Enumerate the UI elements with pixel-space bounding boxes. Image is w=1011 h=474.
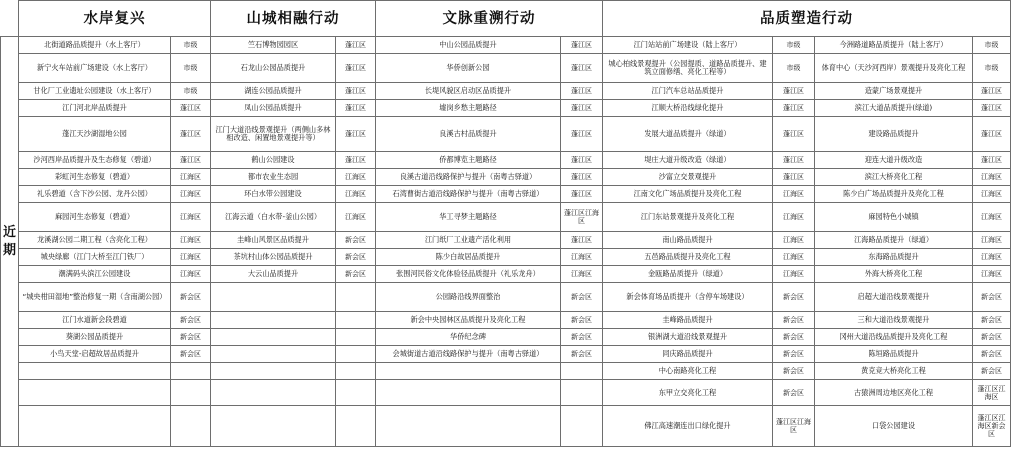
district-cell: 江海区 [336, 169, 376, 186]
project-cell: 沙河西岸品质提升及生态修复（碧道） [19, 152, 171, 169]
district-cell: 蓬江区 [561, 83, 603, 100]
project-cell: 江门东站景观提升及亮化工程 [603, 203, 773, 232]
district-cell [336, 283, 376, 312]
district-cell [561, 363, 603, 380]
district-cell [336, 346, 376, 363]
project-cell: 江门站站前广场建设（陆上客厅） [603, 37, 773, 54]
project-cell [19, 363, 171, 380]
header-quality-shaping-action: 品质塑造行动 [603, 1, 1011, 37]
district-cell: 蓬江区 [973, 152, 1011, 169]
table-row [1, 54, 1011, 83]
project-cell: 龙溪湖公园二期工程（含亮化工程） [19, 232, 171, 249]
project-cell: 麻园河生态修复（碧道） [19, 203, 171, 232]
district-cell: 江海区 [561, 266, 603, 283]
district-cell [336, 363, 376, 380]
project-cell [211, 363, 336, 380]
district-cell: 市级 [773, 54, 815, 83]
district-cell: 蓬江区 [561, 54, 603, 83]
table-row [1, 406, 1011, 447]
project-cell: 江门水道新会段碧道 [19, 312, 171, 329]
project-cell: 新会体育场品质提升（含停车场建设） [603, 283, 773, 312]
project-cell: 城心柏线景观提升（公园提质、道路品质提升、建筑立面修缮、亮化工程等） [603, 54, 773, 83]
project-cell: 江门大道沿线景观提升（两侧山多林相改造、闲置地景观提升等） [211, 117, 336, 152]
district-cell: 蓬江区 [561, 37, 603, 54]
table-row [1, 346, 1011, 363]
district-cell: 新会区 [171, 283, 211, 312]
district-cell: 蓬江区 [561, 232, 603, 249]
project-cell: 竺石博物园园区 [211, 37, 336, 54]
district-cell: 蓬江区 [561, 169, 603, 186]
district-cell: 市级 [171, 83, 211, 100]
table-row [1, 100, 1011, 117]
district-cell: 江海区 [973, 203, 1011, 232]
project-cell: 江海路品质提升（绿道） [815, 232, 973, 249]
period-label: 近 期 [1, 37, 19, 447]
project-cell: 陈少白广场品质提升及亮化工程 [815, 186, 973, 203]
district-cell: 蓬江区 [973, 100, 1011, 117]
district-cell: 新会区 [561, 283, 603, 312]
project-cell: 新宁火车站前广场建设（水上客厅） [19, 54, 171, 83]
district-cell: 蓬江区 [336, 37, 376, 54]
project-cell: 江顺大桥沿线绿化提升 [603, 100, 773, 117]
district-cell: 新会区 [773, 363, 815, 380]
project-cell [19, 380, 171, 406]
district-cell: 江海区 [973, 266, 1011, 283]
district-cell: 新会区 [973, 283, 1011, 312]
project-cell: 小鸟天堂-启超故居品质提升 [19, 346, 171, 363]
district-cell: 江海区 [973, 186, 1011, 203]
project-cell: 葵湖公园品质提升 [19, 329, 171, 346]
district-cell: 蓬江区 [773, 117, 815, 152]
project-cell: 银洲湖大道沿线景观提升 [603, 329, 773, 346]
project-cell: 古猿洲周边地区亮化工程 [815, 380, 973, 406]
project-cell: 东海路品质提升 [815, 249, 973, 266]
corner-cell [1, 1, 19, 37]
project-cell: 滨江大道品质提升(绿道) [815, 100, 973, 117]
district-cell: 市级 [773, 37, 815, 54]
district-cell: 新会区 [973, 312, 1011, 329]
district-cell: 蓬江区 [561, 117, 603, 152]
table-row [1, 380, 1011, 406]
project-cell: 黄克竞大桥亮化工程 [815, 363, 973, 380]
project-cell: 石龙山公园品质提升 [211, 54, 336, 83]
district-cell: 新会区 [773, 329, 815, 346]
district-cell: 江海区 [336, 186, 376, 203]
district-cell: 蓬江区 [773, 83, 815, 100]
project-cell: 陈少白故居品质提升 [376, 249, 561, 266]
project-cell: 江海云道（白水带-釜山公园） [211, 203, 336, 232]
district-cell: 蓬江区江海区 [561, 203, 603, 232]
table-row [1, 329, 1011, 346]
project-cell: 金瓯路品质提升（绿道） [603, 266, 773, 283]
project-cell: 东甲立交亮化工程 [603, 380, 773, 406]
project-cell: 堤庄大道升级改造（绿道） [603, 152, 773, 169]
project-cell: 三和大道沿线景观提升 [815, 312, 973, 329]
project-cell: 江南文化广场品质提升及亮化工程 [603, 186, 773, 203]
district-cell: 江海区 [973, 249, 1011, 266]
header-row [1, 1, 1011, 37]
table-row [1, 249, 1011, 266]
district-cell: 市级 [171, 37, 211, 54]
district-cell [336, 312, 376, 329]
project-cell: 建设路品质提升 [815, 117, 973, 152]
project-cell [211, 346, 336, 363]
district-cell: 江海区 [561, 249, 603, 266]
district-cell: 蓬江区 [336, 54, 376, 83]
district-cell: 新会区 [773, 312, 815, 329]
project-cell: 茶坑村山体公园品质提升 [211, 249, 336, 266]
project-cell: 造蒙广场景观提升 [815, 83, 973, 100]
project-cell: 张围河民俗文化体验径品质提升（礼乐龙舟） [376, 266, 561, 283]
project-cell [19, 406, 171, 447]
table-row [1, 186, 1011, 203]
district-cell: 蓬江区 [561, 100, 603, 117]
district-cell: 江海区 [973, 232, 1011, 249]
district-cell: 蓬江区 [336, 100, 376, 117]
district-cell: 新会区 [336, 266, 376, 283]
district-cell: 蓬江区 [773, 169, 815, 186]
district-cell: 新会区 [973, 346, 1011, 363]
district-cell: 新会区 [171, 346, 211, 363]
project-cell: 良溪古道沿线路保护与提升（南粤古驿道） [376, 169, 561, 186]
project-cell: 华工寻梦主题路径 [376, 203, 561, 232]
district-cell: 蓬江区 [561, 152, 603, 169]
project-cell: 侨都博览主题路径 [376, 152, 561, 169]
project-cell: 华侨纪念碑 [376, 329, 561, 346]
district-cell: 新会区 [973, 363, 1011, 380]
district-cell: 新会区 [171, 312, 211, 329]
project-cell: 迎连大道升级改造 [815, 152, 973, 169]
table-row [1, 283, 1011, 312]
district-cell: 市级 [973, 37, 1011, 54]
district-cell: 江海区 [171, 249, 211, 266]
table-row [1, 117, 1011, 152]
project-cell: 墟岗乡愁主题路径 [376, 100, 561, 117]
table-row [1, 266, 1011, 283]
district-cell: 蓬江区 [336, 117, 376, 152]
header-waterfront-revival: 水岸复兴 [19, 1, 211, 37]
project-cell: 启超大道沿线景观提升 [815, 283, 973, 312]
district-cell: 蓬江区 [561, 186, 603, 203]
project-cell: 中心南路亮化工程 [603, 363, 773, 380]
district-cell: 新会区 [773, 380, 815, 406]
project-cell [211, 312, 336, 329]
district-cell [561, 406, 603, 447]
project-cell: 甘化厂工业遗址公园建设（水上客厅） [19, 83, 171, 100]
district-cell: 江海区 [973, 169, 1011, 186]
district-cell: 蓬江区 [973, 83, 1011, 100]
district-cell [171, 406, 211, 447]
project-cell [376, 363, 561, 380]
district-cell: 江海区 [171, 203, 211, 232]
project-cell: 城央绿廊（江门大桥至江门铁厂） [19, 249, 171, 266]
district-cell: 江海区 [773, 249, 815, 266]
district-cell: 江海区 [171, 186, 211, 203]
project-cell: 同庆路品质提升 [603, 346, 773, 363]
table-row [1, 312, 1011, 329]
project-cell [211, 283, 336, 312]
district-cell: 江海区 [773, 266, 815, 283]
district-cell: 江海区 [773, 203, 815, 232]
table-row [1, 152, 1011, 169]
project-cell: 北街道路品质提升（水上客厅） [19, 37, 171, 54]
project-cell: 五邑路品质提升及亮化工程 [603, 249, 773, 266]
district-cell [561, 380, 603, 406]
project-cell: 礼乐碧道（含下沙公园、龙丹公园） [19, 186, 171, 203]
project-cell: 圭峰路品质提升 [603, 312, 773, 329]
project-cell: 体育中心（天沙河西岸）景观提升及亮化工程 [815, 54, 973, 83]
district-cell: 江海区 [171, 266, 211, 283]
project-cell [376, 406, 561, 447]
district-cell: 蓬江区 [973, 117, 1011, 152]
project-cell: 新会中央园林区品质提升及亮化工程 [376, 312, 561, 329]
project-cell [211, 329, 336, 346]
district-cell [336, 329, 376, 346]
project-cell: 佛江高速潮连出口绿化提升 [603, 406, 773, 447]
header-cultural-heritage-action: 文脉重溯行动 [376, 1, 603, 37]
district-cell: 江海区 [171, 232, 211, 249]
project-cell: 江门汽车总站品质提升 [603, 83, 773, 100]
project-cell: 江门河北岸品质提升 [19, 100, 171, 117]
project-cell: 石湾曹街古道沿线路保护与提升（南粤古驿道） [376, 186, 561, 203]
project-cell: “城央柑田湿地”整治修复一期（含南湖公园） [19, 283, 171, 312]
project-cell: 蓬江天沙湖湿地公园 [19, 117, 171, 152]
district-cell: 市级 [171, 54, 211, 83]
table-row [1, 37, 1011, 54]
district-cell [171, 363, 211, 380]
project-cell: 良溪古村品质提升 [376, 117, 561, 152]
district-cell: 蓬江区 [171, 100, 211, 117]
table-row [1, 232, 1011, 249]
project-cell: 陈垣路品质提升 [815, 346, 973, 363]
district-cell [171, 380, 211, 406]
project-cell: 湖连公园品质提升 [211, 83, 336, 100]
district-cell: 江海区 [773, 186, 815, 203]
table-row [1, 83, 1011, 100]
project-cell: 南山路品质提升 [603, 232, 773, 249]
project-cell: 沙富立交景观提升 [603, 169, 773, 186]
project-cell: 麻园特色小城镇 [815, 203, 973, 232]
district-cell: 蓬江区 [171, 117, 211, 152]
district-cell: 蓬江区 [773, 152, 815, 169]
project-cell: 大云山品质提升 [211, 266, 336, 283]
district-cell: 新会区 [561, 346, 603, 363]
project-cell: 江门纸厂工业遗产活化利用 [376, 232, 561, 249]
header-mountain-city-action: 山城相融行动 [211, 1, 376, 37]
district-cell: 新会区 [171, 329, 211, 346]
project-cell: 外海大桥亮化工程 [815, 266, 973, 283]
district-cell: 新会区 [336, 232, 376, 249]
project-cell: 鹤山公园建设 [211, 152, 336, 169]
district-cell: 新会区 [973, 329, 1011, 346]
district-cell: 新会区 [773, 283, 815, 312]
district-cell: 江海区 [336, 203, 376, 232]
project-cell: 华侨创新公园 [376, 54, 561, 83]
district-cell: 新会区 [561, 329, 603, 346]
project-cell [211, 380, 336, 406]
project-cell: 公园路沿线界面整治 [376, 283, 561, 312]
district-cell: 蓬江区江海区新会区 [973, 406, 1011, 447]
district-cell: 蓬江区 [773, 100, 815, 117]
project-cell: 中山公园品质提升 [376, 37, 561, 54]
table-row [1, 203, 1011, 232]
project-cell [376, 380, 561, 406]
project-cell: 都市农业生态园 [211, 169, 336, 186]
project-cell: 会城街道古道沿线路保护与提升（南粤古驿道） [376, 346, 561, 363]
project-cell: 潮满码头滨江公园建设 [19, 266, 171, 283]
district-cell [336, 380, 376, 406]
project-cell: 发展大道品质提升（绿道） [603, 117, 773, 152]
project-cell: 彩虹河生态修复（碧道） [19, 169, 171, 186]
district-cell: 新会区 [561, 312, 603, 329]
table-row [1, 169, 1011, 186]
project-cell: 圭峰山风景区品质提升 [211, 232, 336, 249]
project-cell: 口袋公园建设 [815, 406, 973, 447]
district-cell: 新会区 [773, 346, 815, 363]
district-cell: 蓬江区 [336, 83, 376, 100]
project-cell: 滨江大桥亮化工程 [815, 169, 973, 186]
project-cell: 凤山公园品质提升 [211, 100, 336, 117]
district-cell: 蓬江区江海区 [773, 406, 815, 447]
project-cell: 今洲路道路品质提升（陆上客厅） [815, 37, 973, 54]
district-cell: 新会区 [336, 249, 376, 266]
district-cell: 蓬江区 [336, 152, 376, 169]
project-cell: 长堤风貌区启动区品质提升 [376, 83, 561, 100]
district-cell: 蓬江区 [171, 152, 211, 169]
district-cell [336, 406, 376, 447]
table-row [1, 363, 1011, 380]
district-cell: 市级 [973, 54, 1011, 83]
project-cell [211, 406, 336, 447]
district-cell: 江海区 [171, 169, 211, 186]
district-cell: 江海区 [773, 232, 815, 249]
district-cell: 蓬江区江海区 [973, 380, 1011, 406]
project-cell: 环白水带公园建设 [211, 186, 336, 203]
project-cell: 冈州大道沿线品质提升及亮化工程 [815, 329, 973, 346]
